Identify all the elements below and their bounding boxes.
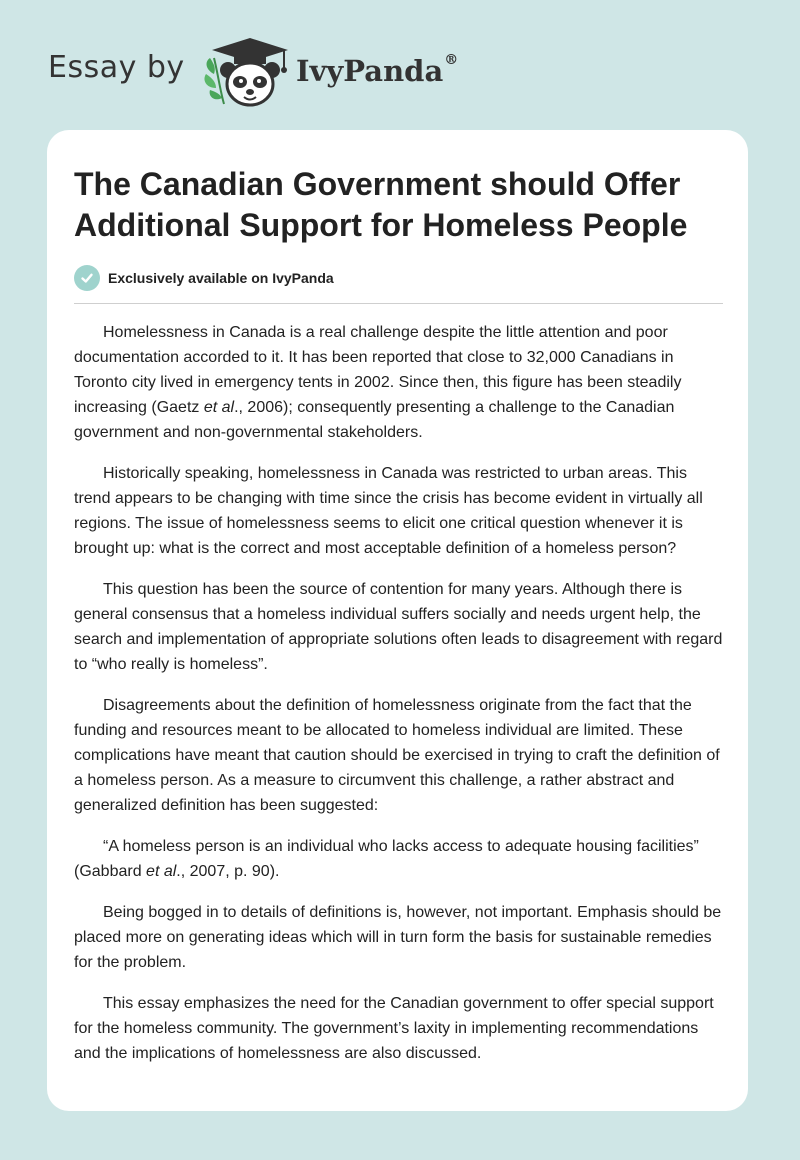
paragraph: This essay emphasizes the need for the Canadian government to offer special support for the homeless community. The government’s laxity in implementing recommendations and the implications of homelessness are also discussed. xyxy=(74,995,714,1062)
essay-title: The Canadian Government should Offer Additional Support for Homeless People xyxy=(74,166,688,243)
exclusive-badge xyxy=(74,265,334,291)
site-header xyxy=(48,34,648,114)
brand-name[interactable]: IvyPanda® xyxy=(296,52,459,88)
panda-logo-icon[interactable] xyxy=(200,34,296,110)
essay-card xyxy=(47,130,748,1111)
paragraph: Disagreements about the definition of homelessness originate from the fact that the funding and resources meant to be allocated to homeless individual are limited. These complications have meant that caution should be exercised in trying to craft the definition of a homeless person. As a measure to circumvent this challenge, a rather abstract and generalized definition has been suggested: xyxy=(74,697,720,814)
essay-body xyxy=(74,320,725,1082)
exclusive-badge-text: Exclusively available on IvyPanda xyxy=(108,270,334,286)
brand-prefix: Essay by xyxy=(48,50,185,85)
paragraph: Being bogged in to details of definitions is, however, not important. Emphasis should be placed more on generating ideas which will in turn form the basis for sustainable remedies for the problem. xyxy=(74,904,722,971)
paragraph: This question has been the source of contention for many years. Although there is general consensus that a homeless individual suffers socially and needs urgent help, the search and implementation of appropriate solutions often leads to disagreement with regard to “who really is homeless”. xyxy=(74,581,723,673)
check-icon xyxy=(74,265,100,291)
paragraph: Homelessness in Canada is a real challenge despite the little attention and poor documentation accorded to it. It has been reported that close to 32,000 Canadians in Toronto city lived in emergency tents in 2002. Since then, this figure has been steadily increasing (Gaetz et al., 2006); consequently presenting a challenge to the Canadian government and non-governmental stakeholders. xyxy=(74,324,682,441)
divider xyxy=(74,303,723,304)
paragraph: Historically speaking, homelessness in Canada was restricted to urban areas. This trend appears to be changing with time since the crisis has become evident in virtually all regions. The issue of homelessness seems to elicit one critical question whenever it is brought up: what is the correct and most acceptable definition of a homeless person? xyxy=(74,465,703,557)
paragraph: “A homeless person is an individual who lacks access to adequate housing facilities” (Gabbard et al., 2007, p. 90). xyxy=(74,838,699,880)
registered-mark: ® xyxy=(444,52,459,68)
